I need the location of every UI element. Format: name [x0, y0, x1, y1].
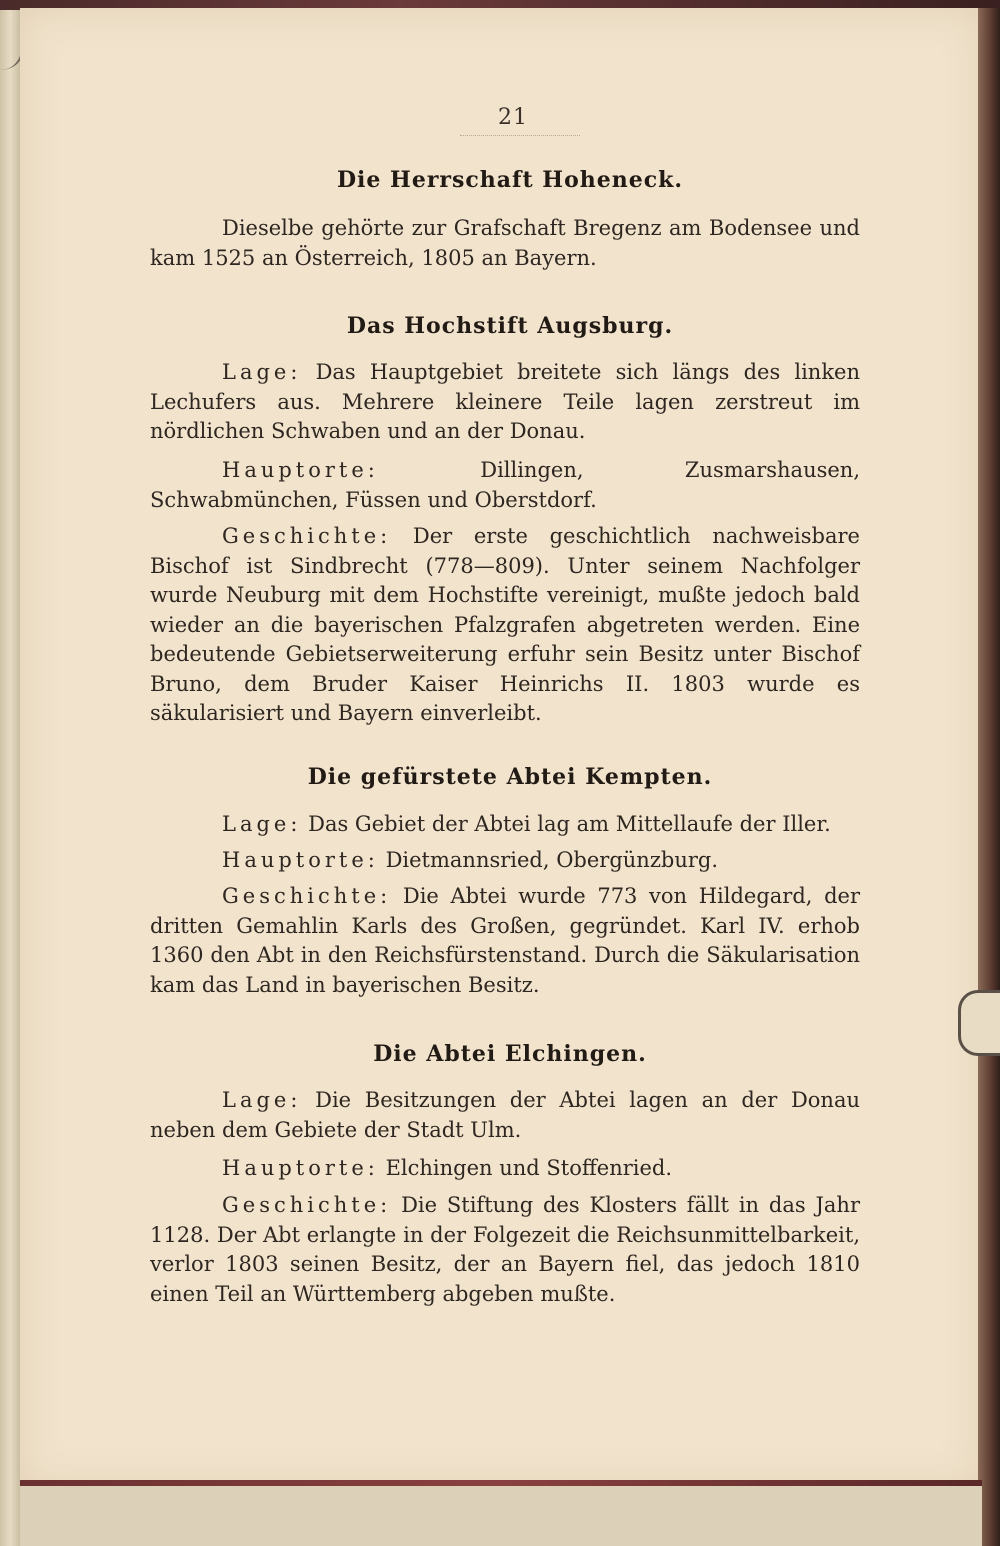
paragraph-hauptorte: Hauptorte: Dillingen, Zusmarshausen, Schwabmünchen, Füssen und Oberstdorf.: [150, 458, 860, 512]
paragraph-label: Geschichte:: [222, 524, 392, 548]
paragraph-label: Geschichte:: [222, 884, 392, 908]
page-number: 21: [498, 105, 528, 130]
paragraph-geschichte: Geschichte: Die Abtei wurde 773 von Hildegard, der dritten Gemahlin Karls des Großen, gegründet. Karl IV. erhob 1360 den Abt in den Reichsfürstenstand. Durch die Säkularisation kam das Land in bayerischen Besitz.: [150, 884, 860, 997]
paragraph-geschichte: Geschichte: Der erste geschichtlich nachweisbare Bischof ist Sindbrecht (778—809). Unter seinem Nachfolger wurde Neuburg mit dem Hochstifte vereinigt, mußte jedoch bald wieder an die bayerischen Pfalzgrafen abgetreten werden. Eine bedeutende Gebietserweiterung erfuhr sein Besitz unter Bischof Bruno, dem Bruder Kaiser Heinrichs II. 1803 wurde es säkularisiert und Bayern einverleibt.: [150, 524, 860, 725]
section-heading-elchingen: Die Abtei Elchingen.: [373, 1041, 647, 1067]
paragraph-lage: Lage: Das Hauptgebiet breitete sich längs des linken Lechufers aus. Mehrere kleinere Teile lagen zerstreut im nördlichen Schwaben und an der Donau.: [150, 360, 860, 443]
paragraph-label: Lage:: [222, 812, 302, 836]
paragraph-hauptorte: Hauptorte: Elchingen und Stoffenried.: [222, 1156, 673, 1180]
page-number-rule: [460, 135, 580, 136]
section-heading-kempten: Die gefürstete Abtei Kempten.: [307, 764, 713, 790]
page-bottom-margin: [20, 1486, 982, 1546]
paragraph-label: Lage:: [222, 360, 302, 384]
book-page: [20, 8, 982, 1488]
section-heading-hoheneck: Die Herrschaft Hoheneck.: [336, 167, 684, 193]
paragraph-label: Hauptorte:: [222, 458, 379, 482]
paragraph-label: Hauptorte:: [222, 848, 379, 872]
paragraph: Dieselbe gehörte zur Grafschaft Bregenz am Bodensee und kam 1525 an Österreich, 1805 an Bayern.: [150, 216, 860, 270]
paragraph-label: Hauptorte:: [222, 1156, 379, 1180]
paragraph-lage: Lage: Die Besitzungen der Abtei lagen an der Donau neben dem Gebiete der Stadt Ulm.: [150, 1088, 860, 1142]
book-clasp: [958, 990, 1000, 1056]
section-heading-augsburg: Das Hochstift Augsburg.: [346, 313, 674, 339]
paragraph-label: Lage:: [222, 1088, 302, 1112]
paragraph-lage: Lage: Das Gebiet der Abtei lag am Mittellaufe der Iller.: [222, 812, 831, 836]
paragraph-hauptorte: Hauptorte: Dietmannsried, Obergünzburg.: [222, 848, 719, 872]
paragraph-geschichte: Geschichte: Die Stiftung des Klosters fällt in das Jahr 1128. Der Abt erlangte in der Folgezeit die Reichsunmittelbarkeit, verlor 1803 seinen Besitz, der an Bayern fiel, das jedoch 1810 einen Teil an Württemberg abgeben mußte.: [150, 1193, 860, 1306]
book-right-edge: [978, 8, 1000, 1546]
paragraph-label: Geschichte:: [222, 1193, 392, 1217]
